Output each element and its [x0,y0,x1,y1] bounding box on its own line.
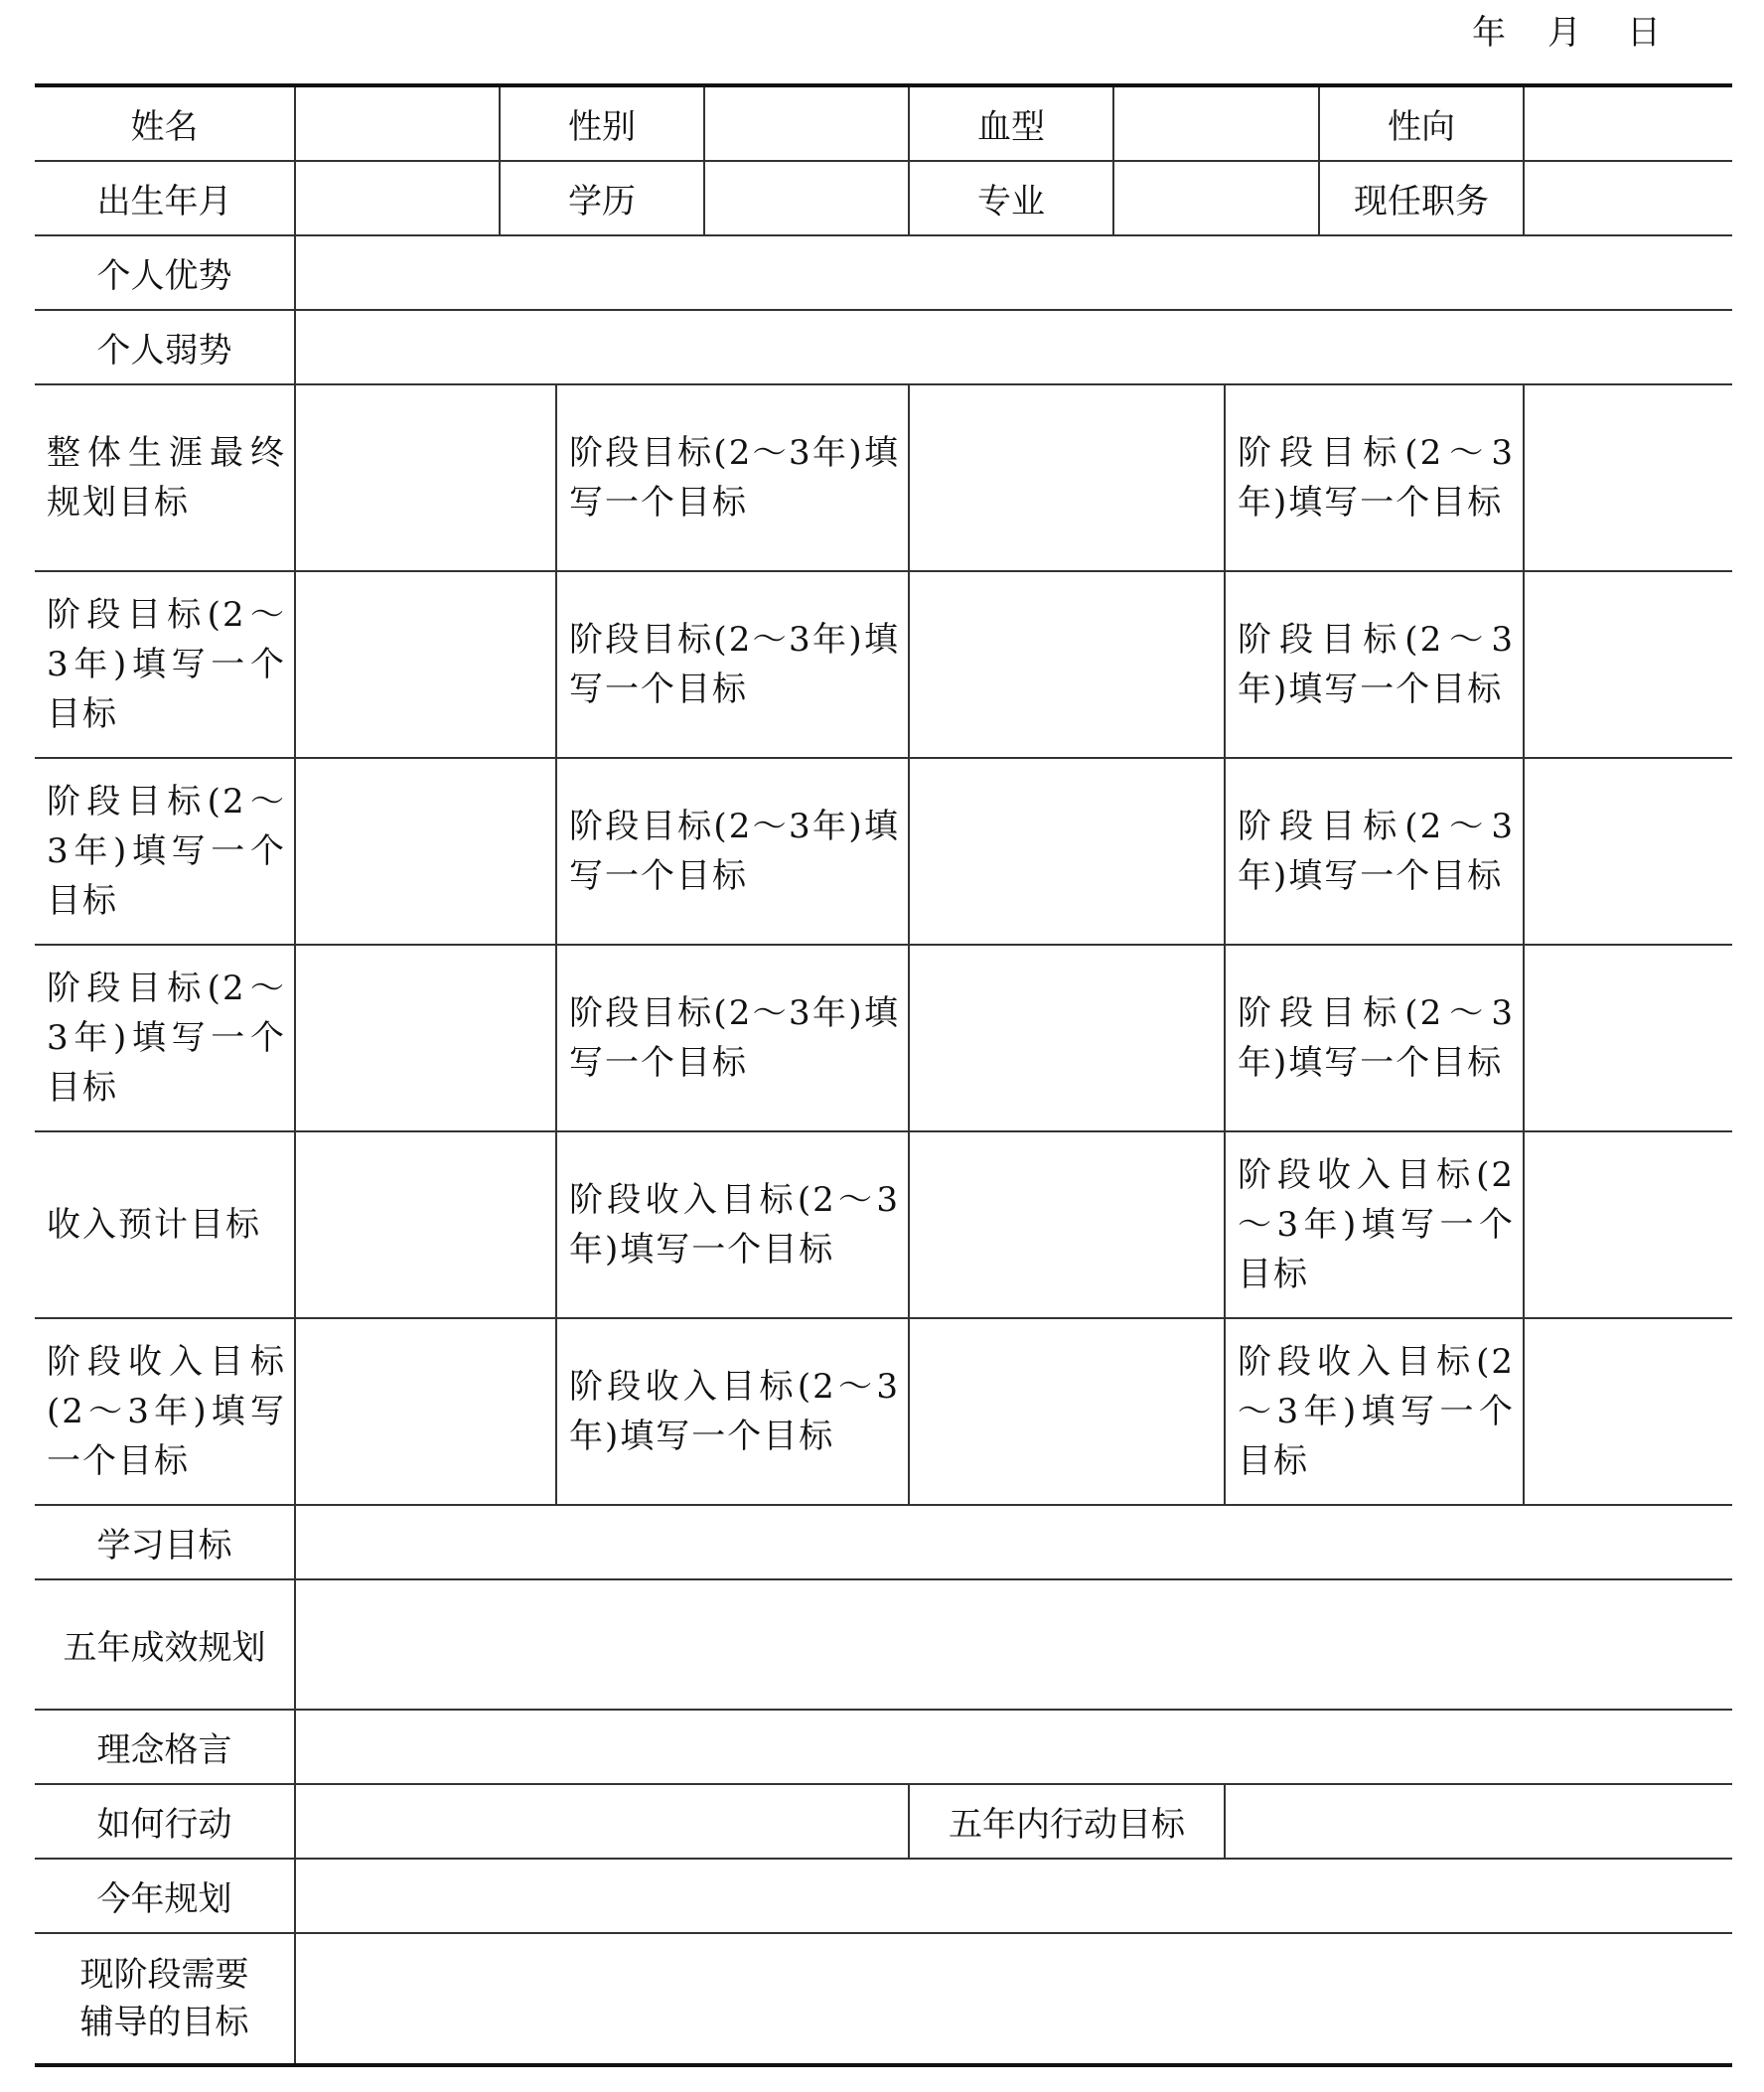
five-year-action-field[interactable] [1225,1784,1732,1859]
birth-label: 出生年月 [35,161,295,235]
stage-goal-label: 阶段目标(2～3年)填写一个目标 [1225,945,1524,1131]
table-row [35,384,1732,571]
stage-goal-field[interactable] [909,571,1225,758]
table-row [35,1710,1732,1784]
stage-income-goal-field[interactable] [1524,1318,1732,1505]
table-row [35,1318,1732,1505]
strengths-field[interactable] [295,235,1732,310]
gender-label: 性别 [500,85,704,161]
table-row [35,161,1732,235]
stage-income-goal-label: 阶段收入目标(2～3年)填写一个目标 [556,1131,909,1318]
table-row [35,758,1732,945]
table-row [35,1933,1732,2065]
table-row [35,85,1732,161]
stage-goal-field[interactable] [295,571,556,758]
stage-goal-field[interactable] [1524,945,1732,1131]
income-estimate-label: 收入预计目标 [35,1131,295,1318]
stage-goal-field[interactable] [1524,384,1732,571]
stage-income-goal-field[interactable] [909,1318,1225,1505]
date-day-label: 日 [1627,13,1661,53]
how-to-act-field[interactable] [295,1784,909,1859]
major-field[interactable] [1113,161,1319,235]
coaching-goal-field[interactable] [295,1933,1732,2065]
strengths-label: 个人优势 [35,235,295,310]
stage-goal-label: 阶段目标(2～3年)填写一个目标 [35,758,295,945]
stage-income-goal-field[interactable] [909,1131,1225,1318]
position-label: 现任职务 [1319,161,1524,235]
stage-goal-label: 阶段目标(2～3年)填写一个目标 [35,571,295,758]
weaknesses-label: 个人弱势 [35,310,295,384]
final-goal-field[interactable] [295,384,556,571]
coaching-goal-label: 现阶段需要辅导的目标 [35,1933,295,2065]
how-to-act-label: 如何行动 [35,1784,295,1859]
five-year-action-label: 五年内行动目标 [909,1784,1225,1859]
stage-goal-field[interactable] [295,945,556,1131]
learning-goal-field[interactable] [295,1505,1732,1579]
stage-income-goal-field[interactable] [295,1318,556,1505]
date-line [1460,8,1689,58]
table-row [35,1579,1732,1710]
education-label: 学历 [500,161,704,235]
stage-goal-label: 阶段目标(2～3年)填写一个目标 [556,945,909,1131]
education-field[interactable] [704,161,909,235]
table-row [35,571,1732,758]
orientation-label: 性向 [1319,85,1524,161]
orientation-field[interactable] [1524,85,1732,161]
five-year-plan-field[interactable] [295,1579,1732,1710]
stage-goal-field[interactable] [909,945,1225,1131]
gender-field[interactable] [704,85,909,161]
table-row [35,235,1732,310]
learning-goal-label: 学习目标 [35,1505,295,1579]
stage-income-goal-label: 阶段收入目标(2～3年)填写一个目标 [556,1318,909,1505]
stage-goal-field[interactable] [1524,571,1732,758]
birth-field[interactable] [295,161,500,235]
weaknesses-field[interactable] [295,310,1732,384]
stage-goal-label: 阶段目标(2～3年)填写一个目标 [1225,384,1524,571]
stage-goal-field[interactable] [1524,758,1732,945]
table-row [35,310,1732,384]
motto-label: 理念格言 [35,1710,295,1784]
stage-income-goal-field[interactable] [1524,1131,1732,1318]
motto-field[interactable] [295,1710,1732,1784]
stage-goal-field[interactable] [295,758,556,945]
stage-income-goal-label: 阶段收入目标(2～3年)填写一个目标 [1225,1318,1524,1505]
table-row [35,945,1732,1131]
stage-goal-field[interactable] [909,758,1225,945]
stage-income-goal-label: 阶段收入目标(2～3年)填写一个目标 [35,1318,295,1505]
stage-goal-label: 阶段目标(2～3年)填写一个目标 [556,571,909,758]
stage-goal-label: 阶段目标(2～3年)填写一个目标 [35,945,295,1131]
blood-type-label: 血型 [909,85,1113,161]
date-month-label: 月 [1547,13,1581,53]
stage-goal-label: 阶段目标(2～3年)填写一个目标 [1225,571,1524,758]
final-goal-label: 整体生涯最终规划目标 [35,384,295,571]
table-row [35,1784,1732,1859]
position-field[interactable] [1524,161,1732,235]
name-label: 姓名 [35,85,295,161]
this-year-plan-field[interactable] [295,1859,1732,1933]
stage-goal-label: 阶段目标(2～3年)填写一个目标 [1225,758,1524,945]
table-row [35,1859,1732,1933]
major-label: 专业 [909,161,1113,235]
stage-goal-field[interactable] [909,384,1225,571]
five-year-plan-label: 五年成效规划 [35,1579,295,1710]
table-row [35,1505,1732,1579]
stage-goal-label: 阶段目标(2～3年)填写一个目标 [556,758,909,945]
date-year-label: 年 [1472,13,1506,53]
this-year-plan-label: 今年规划 [35,1859,295,1933]
name-field[interactable] [295,85,500,161]
table-row [35,1131,1732,1318]
career-plan-table [35,83,1732,2067]
stage-goal-label: 阶段目标(2～3年)填写一个目标 [556,384,909,571]
income-estimate-field[interactable] [295,1131,556,1318]
stage-income-goal-label: 阶段收入目标(2～3年)填写一个目标 [1225,1131,1524,1318]
blood-type-field[interactable] [1113,85,1319,161]
